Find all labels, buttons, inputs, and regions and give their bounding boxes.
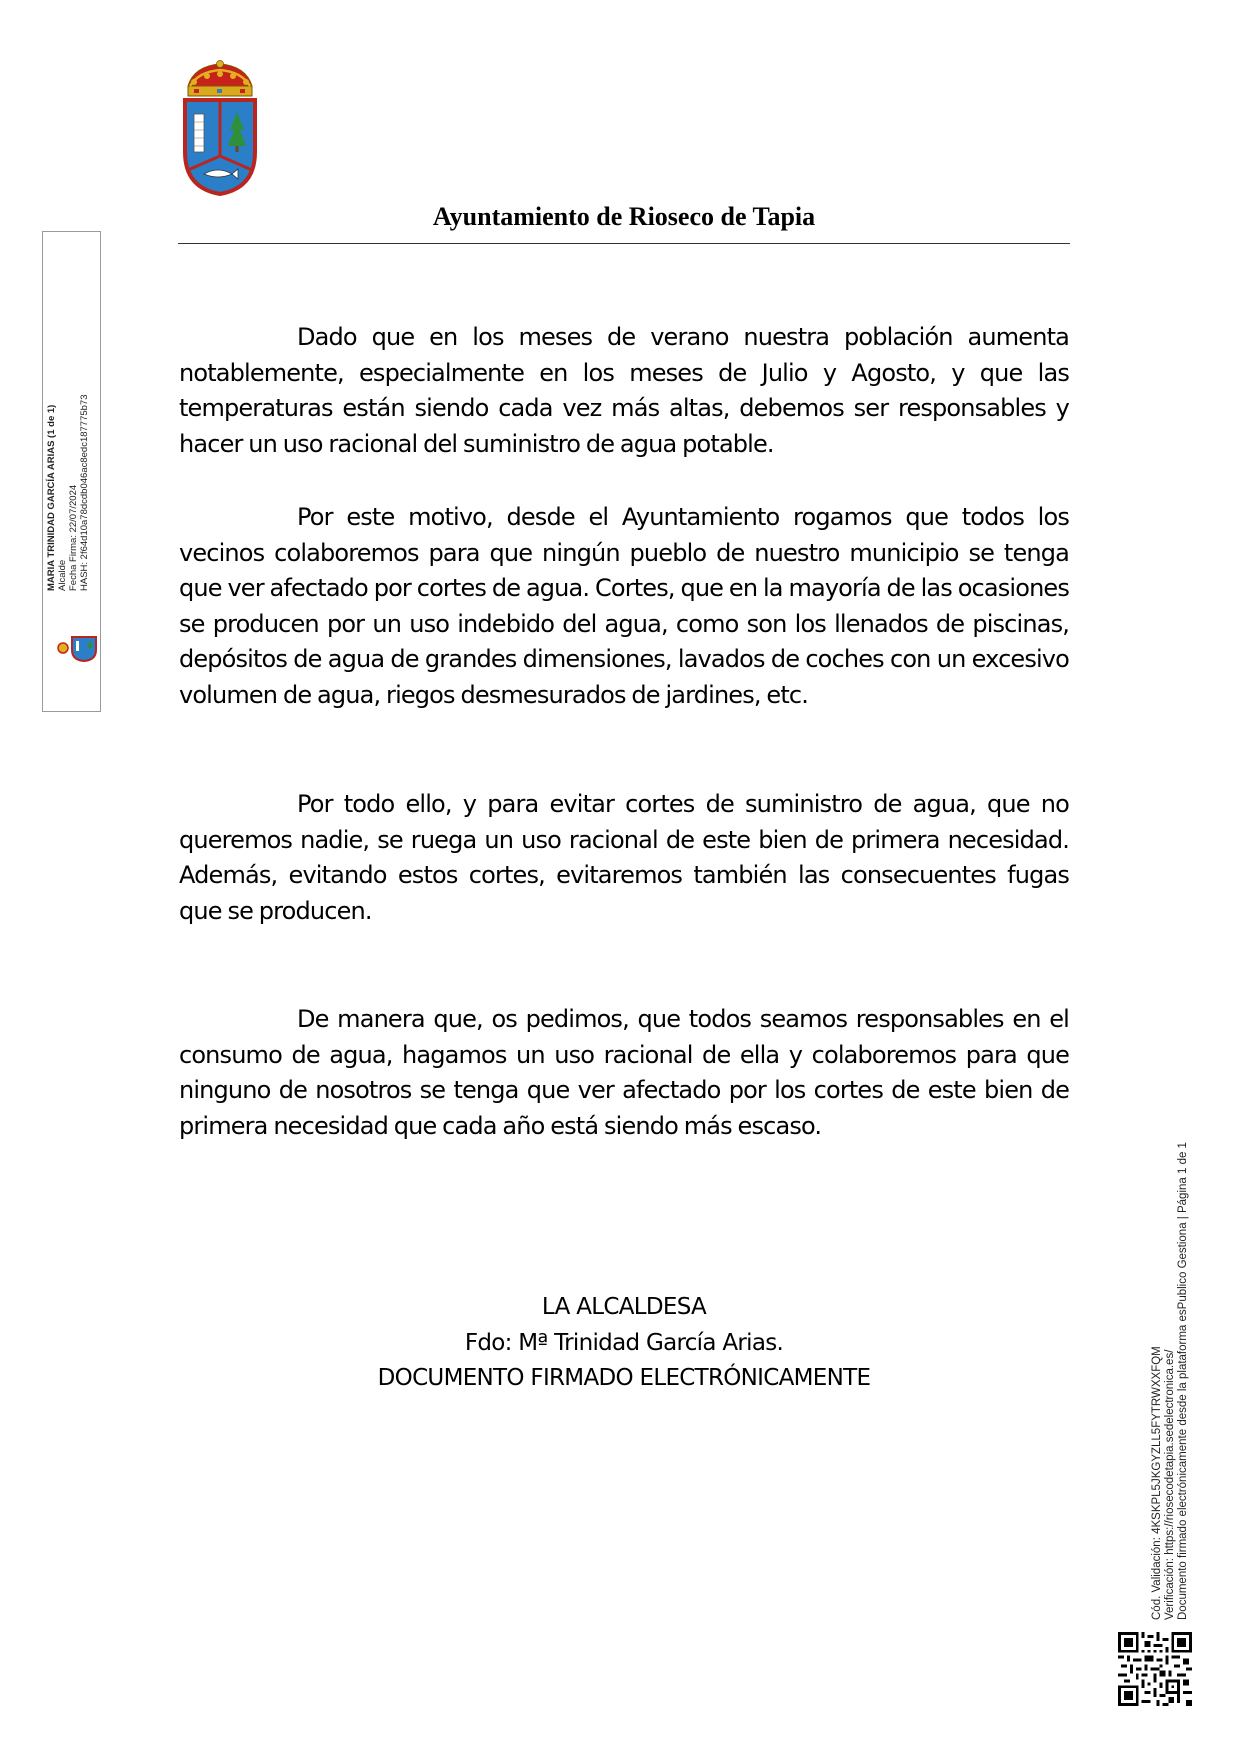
paragraph-3-text: Por todo ello, y para evitar cortes de suministro de agua, que no queremos nadie, se ruega un uso racional de este bien de primera necesidad. Además, evitando estos cortes, evitaremos también las consecuentes fugas que se producen. xyxy=(179,790,1069,925)
municipal-coat-of-arms xyxy=(180,60,260,200)
signature-role: LA ALCALDESA xyxy=(541,1294,707,1320)
shield-icon xyxy=(185,100,255,194)
signature-block xyxy=(179,1290,1069,1397)
stamp-date: Fecha Firma: 22/07/2024 xyxy=(68,484,79,591)
verification-text xyxy=(1151,1100,1201,1620)
paragraph-1 xyxy=(179,320,1069,462)
crown-icon xyxy=(188,61,252,97)
paragraph-2 xyxy=(179,500,1069,713)
signature-signed-by: Fdo: Mª Trinidad García Arias. xyxy=(464,1329,784,1356)
page-title: Ayuntamiento de Rioseco de Tapia xyxy=(432,202,816,231)
verification-code: Cód. Validación: 4KSKPL5JKGYZLL5FYTRWXXFQM xyxy=(1151,1346,1163,1620)
paragraph-4 xyxy=(179,1002,1069,1144)
stamp-role: Alcalde xyxy=(57,559,68,591)
verification-platform: Documento firmado electrónicamente desde la plataforma esPublico Gestiona | Página 1 de 1 xyxy=(1177,1142,1189,1620)
title-divider xyxy=(178,243,1070,244)
paragraph-1-text: Dado que en los meses de verano nuestra población aumenta notablemente, especialmente en los meses de Julio y Agosto, y que las temperaturas están siendo cada vez más altas, debemos ser responsables y hacer un uso racional del suministro de agua potable. xyxy=(179,323,1069,458)
stamp-hash: HASH: 2f64d10a78dcdb046ac8edc187775b73 xyxy=(79,394,90,591)
signature-note: DOCUMENTO FIRMADO ELECTRÓNICAMENTE xyxy=(377,1365,871,1391)
qr-code-icon[interactable] xyxy=(1118,1632,1192,1706)
verification-url: Verificación: https://riosecodetapia.sedelectronica.es/ xyxy=(1164,1349,1176,1620)
stamp-crest-icon xyxy=(54,634,98,662)
stamp-signer: MARIA TRINIDAD GARCÍA ARIAS (1 de 1) xyxy=(46,404,57,591)
paragraph-3 xyxy=(179,787,1069,929)
paragraph-2-text: Por este motivo, desde el Ayuntamiento rogamos que todos los vecinos colaboremos para que ningún pueblo de nuestro municipio se tenga que ver afectado por cortes de agua. Cortes, que en la mayoría de las ocasiones se producen por un uso indebido del agua, como son los llenados de piscinas, depósitos de agua de grandes dimensiones, lavados de coches con un excesivo volumen de agua, riegos desmesurados de jardines, etc. xyxy=(179,503,1069,709)
paragraph-4-text: De manera que, os pedimos, que todos seamos responsables en el consumo de agua, hagamos un uso racional de ella y colaboremos para que ninguno de nosotros se tenga que ver afectado por los cortes de este bien de primera necesidad que cada año está siendo más escaso. xyxy=(179,1005,1069,1140)
signature-stamp-text xyxy=(46,351,96,591)
